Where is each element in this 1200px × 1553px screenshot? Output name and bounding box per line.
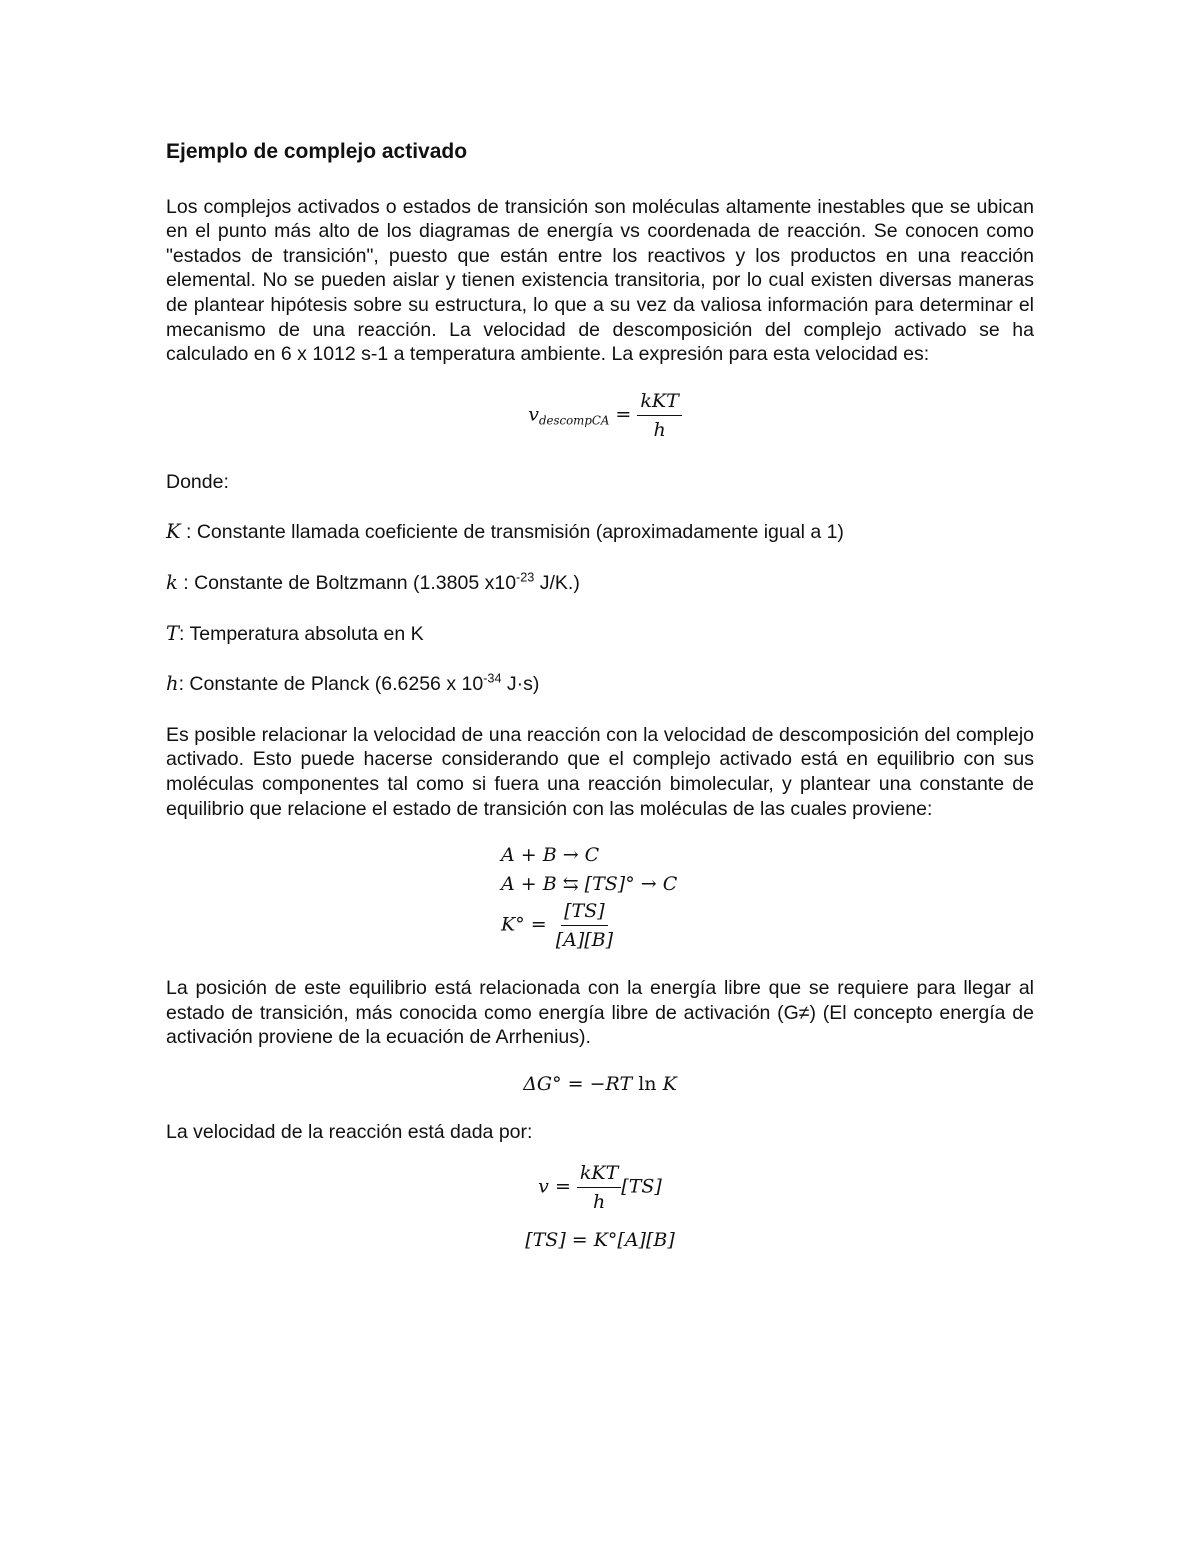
equation-free-energy: ΔG° = −RT ln K xyxy=(523,1072,677,1095)
intro-paragraph: Los complejos activados o estados de transición son moléculas altamente inestables que se ubican en el punto más alto de los diagramas de energía vs coordenada de reacción. Se conocen como "estados de transición", puesto que están entre los reactivos y los productos en una reacción elemental. No se pueden aislar y tienen existencia transitoria, por lo cual existen diversas maneras de plantear hipótesis sobre su estructura, lo que a su vez da valiosa información para determinar el mecanismo de una reacción. La velocidad de descomposición del complejo activado se ha calculado en 6 x 1012 s-1 a temperatura ambiente. La expresión para esta velocidad es: xyxy=(166,195,1034,366)
document-page xyxy=(166,140,1034,1253)
definition-planck-constant: h: Constante de Planck (6.6256 x $10^{-34}$ J·s) xyxy=(166,671,540,696)
definition-temperature: T: Temperatura absoluta en K xyxy=(166,621,424,645)
equation-transition-state: A + B ⇆ [TS]° → C xyxy=(501,873,678,896)
definition-boltzmann-constant: k : Constante de Boltzmann (1.3805 $x10^{-23}$ J/K.) xyxy=(166,570,580,594)
definition-transmission-coefficient: K : Constante llamada coeficiente de transmisión (aproximadamente igual a 1) xyxy=(166,520,844,544)
donde-label: Donde: xyxy=(166,470,229,493)
equation-reaction-rate: v = $\frac{\text{kKT}}{h}$ [TS] xyxy=(538,1162,662,1214)
rate-paragraph: La velocidad de la reacción está dada por: xyxy=(166,1121,533,1144)
document-title: Ejemplo de complejo activado xyxy=(166,140,468,163)
equilibrium-paragraph: Es posible relacionar la velocidad de una reacción con la velocidad de descomposición del complejo activado. Esto puede hacerse considerando que el complejo activado está en equilibrio con sus moléculas componentes tal como si fuera una reacción bimolecular, y plantear una constante de equilibrio que relacione el estado de transición con las moléculas de las cuales proviene: xyxy=(166,723,1034,820)
equation-reaction: A + B → C xyxy=(501,844,600,867)
equation-equilibrium-constant: K° = $\frac{[TS]}{[A][B]}$ xyxy=(501,900,614,952)
equation-equilibrium-block xyxy=(501,841,1034,952)
equation-decomposition-rate: $v_{descompCA}$ = $\frac{\text{kKT}}{h}$ xyxy=(176,389,1034,442)
equation-transition-state-concentration: [TS] = K°[A][B] xyxy=(525,1229,675,1252)
free-energy-paragraph: La posición de este equilibrio está relacionada con la energía libre que se requiere para llegar al estado de transición, más conocida como energía libre de activación (G≠) (El concepto energía de activación proviene de la ecuación de Arrhenius). xyxy=(166,977,1034,1049)
